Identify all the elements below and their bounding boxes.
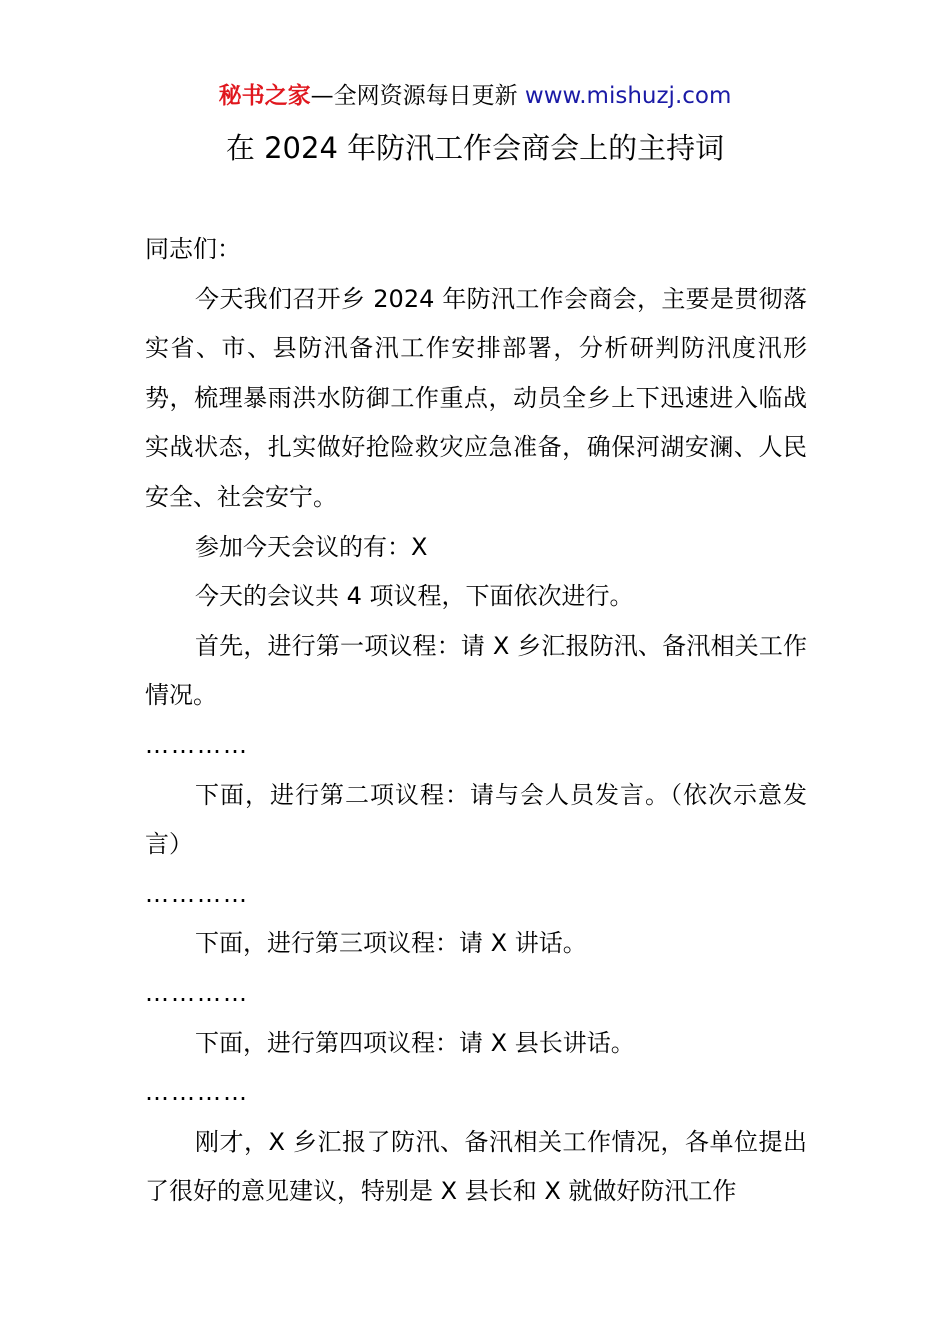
paragraph-opening: 今天我们召开乡 2024 年防汛工作会商会，主要是贯彻落实省、市、县防汛备汛工作安排部署，分析研判防汛度汛形势，梳理暴雨洪水防御工作重点，动员全乡上下迅速进入临战实战状态，扎实做好抢险救灾应急准备，确保河湖安澜、人民安全、社会安宁。 — [145, 284, 807, 511]
document-title: 在 2024 年防汛工作会商会上的主持词 — [225, 131, 725, 165]
paragraph-agenda-item-1: 首先，进行第一项议程：请 X 乡汇报防汛、备汛相关工作情况。 — [145, 631, 807, 710]
site-url-link[interactable]: www.mishuzj.com — [524, 83, 732, 109]
header-tagline: —全网资源每日更新 — [310, 83, 525, 109]
site-header — [0, 80, 950, 112]
paragraph-attendees: 参加今天会议的有：X — [195, 532, 428, 561]
paragraph-agenda-intro: 今天的会议共 4 项议程，下面依次进行。 — [195, 582, 634, 611]
ellipsis-separator: ………… — [145, 978, 249, 1007]
salutation: 同志们： — [145, 235, 241, 263]
paragraph-agenda-item-3: 下面，进行第三项议程：请 X 讲话。 — [195, 929, 587, 958]
paragraph-summary: 刚才，X 乡汇报了防汛、备汛相关工作情况，各单位提出了很好的意见建议，特别是 X 县长和 X 就做好防汛工作 — [145, 1127, 807, 1206]
paragraph-agenda-item-2: 下面，进行第二项议程：请与会人员发言。（依次示意发言） — [145, 780, 807, 859]
paragraph-agenda-item-4: 下面，进行第四项议程：请 X 县长讲话。 — [195, 1028, 635, 1057]
ellipsis-separator: ………… — [145, 1078, 249, 1107]
ellipsis-separator: ………… — [145, 730, 249, 759]
document-body — [145, 225, 807, 1217]
brand-name: 秘书之家 — [218, 83, 311, 109]
ellipsis-separator: ………… — [145, 879, 249, 908]
